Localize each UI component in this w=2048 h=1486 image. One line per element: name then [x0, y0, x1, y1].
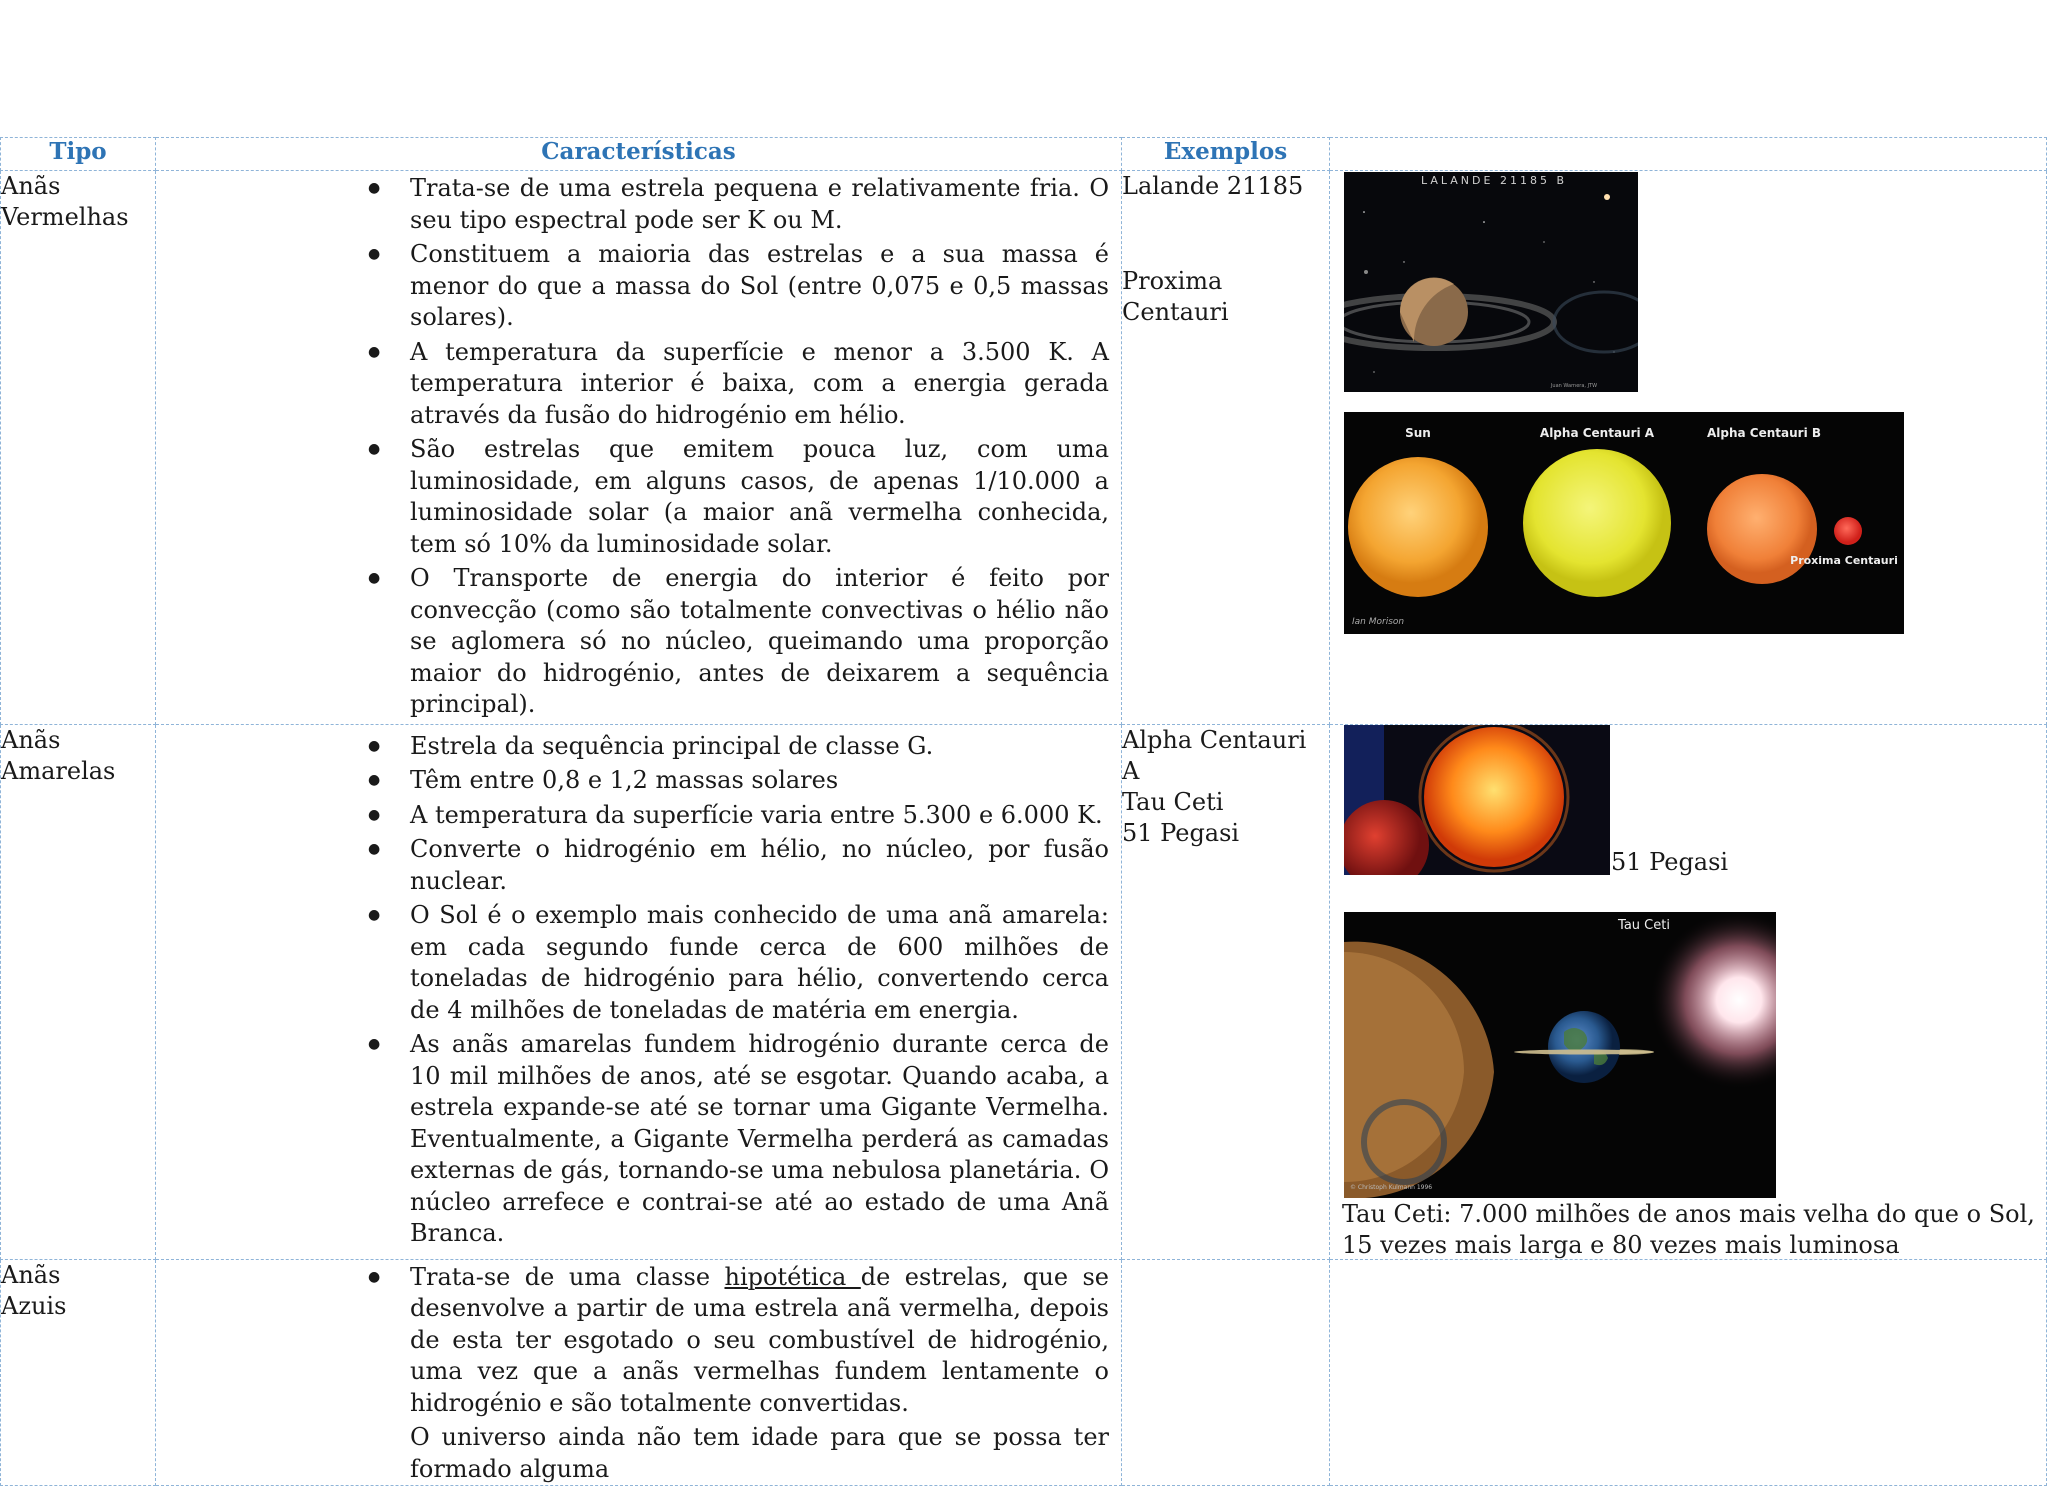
tipo-cell — [1, 1259, 156, 1486]
table-row-yellow-dwarfs — [1, 724, 2047, 1259]
bullet-list — [156, 731, 1109, 1250]
table-row-red-dwarfs — [1, 171, 2047, 725]
example-alpha-centauri: Alpha Centauri — [1122, 725, 1307, 754]
header-images — [1330, 138, 2047, 171]
example-centauri: Centauri — [1122, 298, 1229, 326]
characteristics-cell — [156, 171, 1122, 725]
header-exemplos: Exemplos — [1122, 138, 1330, 171]
tipo-line: Anãs — [1, 725, 61, 754]
bullet-list — [156, 1262, 1109, 1420]
bullet-text-end: de estrelas, que se desenvolve a partir de uma estrela anã vermelha, depois de esta ter esgotado o seu combustível de hidrogénio, uma vez que a anãs vermelhas fundem lentamente o hidrogénio e são totalmente convertidas. — [410, 1262, 1109, 1417]
tipo-line: Anãs — [1, 172, 61, 200]
example-proxima: Proxima — [1122, 267, 1223, 295]
tipo-line: Vermelhas — [1, 203, 129, 231]
list-item — [410, 1262, 1109, 1420]
tipo-line: Azuis — [1, 1291, 67, 1320]
tau-ceti-image — [1344, 912, 1776, 1198]
bullet-list — [156, 173, 1109, 721]
header-caracteristicas: Características — [156, 138, 1122, 171]
example-51-pegasi: 51 Pegasi — [1122, 818, 1240, 847]
image-credit: Ian Morison — [1352, 617, 1405, 627]
list-item: ● A temperatura da superfície varia entre 5.300 e 6.000 K. — [410, 800, 1109, 832]
lalande-credit: Juan Warnera, JTW — [1550, 383, 1598, 389]
table-header-row — [1, 138, 2047, 171]
images-cell — [1330, 724, 2047, 1259]
star-types-table — [0, 137, 2047, 1486]
list-item: ● As anãs amarelas fundem hidrogénio durante cerca de 10 mil milhões de anos, até se esgotar. Quando acaba, a estrela expande-se até se tornar uma Gigante Vermelha. Eventualmente, a Gigante Vermelha perderá as camadas externas de gás, tornando-se uma nebulosa planetária. O núcleo arrefece e contrai-se até ao estado de uma Anã Branca. — [410, 1029, 1109, 1250]
list-item: ● O Sol é o exemplo mais conhecido de uma anã amarela: em cada segundo funde cerca de 600 milhões de toneladas de hidrogénio para hélio, convertendo cerca de 4 milhões de toneladas de matéria em energia. — [410, 900, 1109, 1026]
examples-cell — [1122, 724, 1330, 1259]
tipo-cell — [1, 171, 156, 725]
hypothetical-link: hipotética — [724, 1262, 861, 1291]
examples-cell — [1122, 171, 1330, 725]
characteristics-cell — [156, 1259, 1122, 1486]
example-alpha-a: A — [1122, 756, 1140, 785]
pegasi-image — [1344, 725, 1610, 875]
pegasi-caption: 51 Pegasi — [1611, 847, 1729, 876]
tau-ceti-credit: © Christoph Kulmann 1996 — [1350, 1183, 1433, 1191]
list-item: ● Constituem a maioria das estrelas e a sua massa é menor do que a massa do Sol (entre 0,075 e 0,5 massas solares). — [410, 239, 1109, 334]
images-cell — [1330, 171, 2047, 725]
alpha-b-label: Alpha Centauri B — [1706, 426, 1822, 440]
list-item: ● São estrelas que emitem pouca luz, com uma luminosidade, em alguns casos, de apenas 1/10.000 a luminosidade solar (a maior anã vermelha conhecida, tem só 10% da luminosidade solar. — [410, 434, 1109, 560]
examples-cell — [1122, 1259, 1330, 1486]
sun-label: Sun — [1405, 426, 1431, 440]
list-item: ● O Transporte de energia do interior é feito por convecção (como são totalmente convectivas o hélio não se aglomera só no núcleo, queimando uma proporção maior do hidrogénio, antes de deixarem a sequência principal). — [410, 563, 1109, 721]
tau-ceti-caption: Tau Ceti: 7.000 milhões de anos mais velha do que o Sol, 15 vezes mais larga e 80 vezes mais luminosa — [1342, 1199, 2035, 1259]
tipo-line: Amarelas — [1, 756, 116, 785]
list-item: ● Trata-se de uma estrela pequena e relativamente fria. O seu tipo espectral pode ser K ou M. — [410, 173, 1109, 236]
lalande-image — [1344, 172, 1638, 392]
list-item: ● Estrela da sequência principal de classe G. — [410, 731, 1109, 763]
stars-comparison-image — [1344, 412, 1904, 634]
list-item: ● Têm entre 0,8 e 1,2 massas solares — [410, 765, 1109, 797]
example-tau-ceti: Tau Ceti — [1122, 787, 1224, 816]
lalande-title: LALANDE 21185 B — [1421, 174, 1567, 187]
list-item: ● A temperatura da superfície e menor a 3.500 K. A temperatura interior é baixa, com a energia gerada através da fusão do hidrogénio em hélio. — [410, 337, 1109, 432]
tipo-cell — [1, 724, 156, 1259]
bullet-text-start: Trata-se de uma classe — [410, 1262, 725, 1291]
tau-ceti-title: Tau Ceti — [1618, 917, 1670, 933]
alpha-a-label: Alpha Centauri A — [1539, 426, 1655, 440]
tipo-line: Anãs — [1, 1260, 61, 1289]
proxima-label: Proxima Centauri — [1790, 554, 1898, 567]
images-cell — [1330, 1259, 2047, 1486]
list-item: ● Converte o hidrogénio em hélio, no núcleo, por fusão nuclear. — [410, 834, 1109, 897]
characteristics-cell — [156, 724, 1122, 1259]
header-tipo: Tipo — [1, 138, 156, 171]
example-lalande: Lalande 21185 — [1122, 172, 1304, 200]
table-row-blue-dwarfs — [1, 1259, 2047, 1486]
paragraph: O universo ainda não tem idade para que se possa ter formado alguma — [410, 1423, 1109, 1483]
